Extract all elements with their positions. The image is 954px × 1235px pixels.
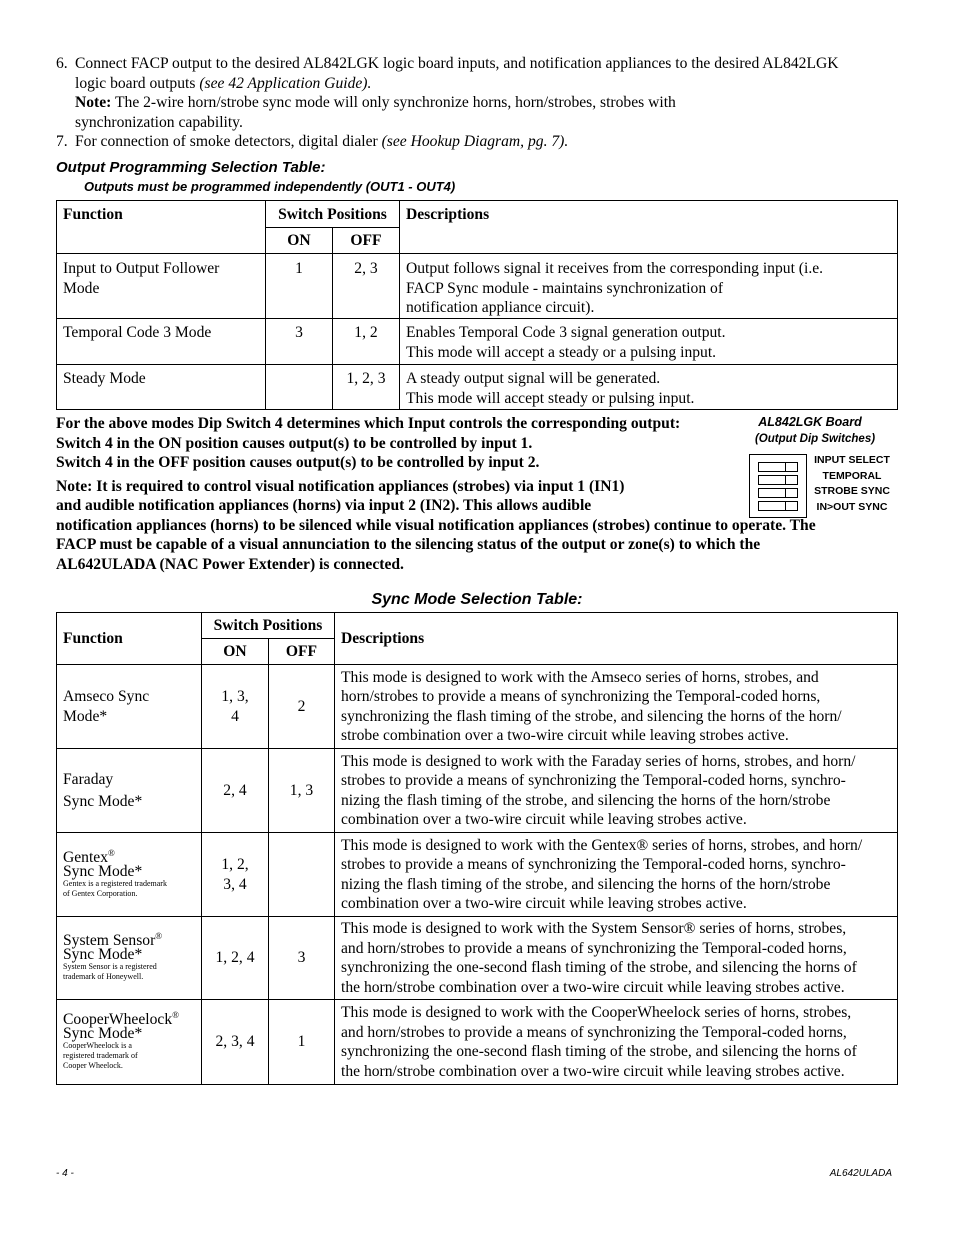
function-cell: Faraday Sync Mode*	[57, 749, 202, 833]
on-cell: 1, 2, 4	[202, 917, 269, 1000]
registered-mark: ®	[155, 930, 163, 941]
table-row	[57, 319, 898, 365]
registered-mark: ®	[172, 1009, 179, 1020]
off-cell: 2	[269, 665, 335, 749]
header-descriptions: Descriptions	[400, 201, 898, 254]
dip-switch	[758, 475, 798, 485]
on-cell: 2, 3, 4	[202, 1000, 269, 1085]
header-switch-positions: Switch Positions	[266, 201, 400, 228]
table-row	[57, 1000, 898, 1085]
step-text: logic board outputs	[75, 74, 200, 92]
header-switch-positions: Switch Positions	[202, 613, 335, 639]
dip-switch	[758, 501, 798, 511]
step-text: Connect FACP output to the desired AL842LGK logic board inputs, and notification appliances to the desired AL842LGK	[75, 55, 839, 72]
step-7	[56, 132, 916, 152]
on-cell: 1, 2, 3, 4	[202, 833, 269, 917]
header-function: Function	[57, 201, 266, 254]
note-label: Note:	[75, 94, 112, 111]
function-cell: Amseco Sync Mode*	[57, 665, 202, 749]
table-row	[57, 665, 898, 749]
on-cell: 2, 4	[202, 749, 269, 833]
header-function: Function	[57, 613, 202, 665]
dip-switch-note: For the above modes Dip Switch 4 determines which Input controls the corresponding output: Switch 4 in the ON position causes output(s) to be controlled by input 1. Switch 4 in the OFF position causes output(s) to be controlled by input 2. Note: It is required to control visual notification appliances (strobes) via input 1 (IN1) and audible notification appliances (horns) via input 2 (IN2). This allows audible notification appliances (horns) to be silenced while visual notification appliances (strobes) continue to operate. The FACP must be capable of a visual annunciation to the silencing status of the output or zone(s) to which the AL642ULADA (NAC Power Extender) is connected.	[56, 415, 816, 573]
function-cell: System Sensor® Sync Mode* System Sensor is a registered trademark of Honeywell.	[57, 917, 202, 1000]
page-number: - 4 -	[56, 1168, 74, 1179]
function-cell: Temporal Code 3 Mode	[57, 319, 266, 365]
function-cell: Gentex® Sync Mode* Gentex is a registered trademark of Gentex Corporation.	[57, 833, 202, 917]
function-cell: Input to Output Follower Mode	[57, 254, 266, 319]
step-number: 7.	[56, 133, 68, 150]
dip-switch-labels: INPUT SELECT TEMPORAL STROBE SYNC IN>OUT SYNC	[814, 454, 890, 513]
output-programming-table	[56, 200, 898, 410]
on-cell	[266, 365, 333, 410]
note-text: The 2-wire horn/strobe sync mode will only synchronize horns, horn/strobes, strobes with	[111, 94, 676, 111]
output-table-subtitle: Outputs must be programmed independently (OUT1 - OUT4)	[84, 179, 456, 194]
off-cell: 1	[269, 1000, 335, 1085]
header-descriptions: Descriptions	[335, 613, 898, 665]
off-cell: 1, 2, 3	[333, 365, 400, 410]
off-cell: 1, 3	[269, 749, 335, 833]
dip-switch-block	[749, 454, 807, 518]
table-row	[57, 749, 898, 833]
description-cell: This mode is designed to work with the Amseco series of horns, strobes, and horn/strobes to provide a means of synchronizing the Temporal-coded horns, synchronizing the flash timing of the strobe, and silencing the horns of the horn/ strobe combination over a two-wire circuit while leaving strobes active.	[335, 665, 898, 749]
description-cell: Enables Temporal Code 3 signal generation output. This mode will accept a steady or a pulsing input.	[400, 319, 898, 365]
dip-switch	[758, 488, 798, 498]
step-reference: (see 42 Application Guide).	[199, 74, 372, 92]
board-title: AL842LGK Board	[758, 415, 862, 429]
step-text: For connection of smoke detectors, digital dialer	[75, 133, 382, 150]
output-table-title: Output Programming Selection Table:	[56, 159, 326, 176]
table-row	[57, 917, 898, 1000]
step-reference: (see Hookup Diagram, pg. 7).	[381, 133, 569, 150]
on-cell: 1	[266, 254, 333, 319]
on-cell: 1, 3, 4	[202, 665, 269, 749]
table-row	[57, 365, 898, 410]
off-cell	[269, 833, 335, 917]
step-6	[56, 54, 916, 132]
header-on: ON	[202, 639, 269, 665]
off-cell: 1, 2	[333, 319, 400, 365]
off-cell: 2, 3	[333, 254, 400, 319]
description-cell: This mode is designed to work with the CooperWheelock series of horns, strobes, and horn/strobes to provide a means of synchronizing the Temporal-coded horns, synchronizing the one-second flash timing of the strobe, and silencing the horns of the horn/strobe combination over a two-wire circuit while leaving strobes active.	[335, 1000, 898, 1085]
document-id: AL642ULADA	[829, 1168, 892, 1179]
header-off: OFF	[333, 228, 400, 254]
description-cell: This mode is designed to work with the System Sensor® series of horns, strobes, and horn/strobes to provide a means of synchronizing the Temporal-coded horns, synchronizing the one-second flash timing of the strobe, and silencing the horns of the horn/strobe combination over a two-wire circuit while leaving strobes active.	[335, 917, 898, 1000]
function-cell: Steady Mode	[57, 365, 266, 410]
off-cell: 3	[269, 917, 335, 1000]
note-text: synchronization capability.	[75, 113, 243, 131]
function-cell: CooperWheelock® Sync Mode* CooperWheelock is a registered trademark of Cooper Wheelock.	[57, 1000, 202, 1085]
table-row	[57, 254, 898, 319]
dip-switch	[758, 462, 798, 472]
registered-mark: ®	[108, 847, 115, 858]
step-number: 6.	[56, 55, 68, 72]
on-cell: 3	[266, 319, 333, 365]
description-cell: Output follows signal it receives from the corresponding input (i.e. FACP Sync module - maintains synchronization of notification appliance circuit).	[400, 254, 898, 319]
sync-mode-table	[56, 612, 898, 1085]
header-on: ON	[266, 228, 333, 254]
description-cell: A steady output signal will be generated. This mode will accept steady or pulsing input.	[400, 365, 898, 410]
header-off: OFF	[269, 639, 335, 665]
table-row	[57, 833, 898, 917]
dip-switch-diagram	[745, 414, 905, 516]
description-cell: This mode is designed to work with the Faraday series of horns, strobes, and horn/ strobes to provide a means of synchronizing the Temporal-coded horns, synchro- nizing the flash timing of the strobe, and silencing the horns of the horn/strobe combination over a two-wire circuit while leaving strobes active.	[335, 749, 898, 833]
board-subtitle: (Output Dip Switches)	[754, 433, 876, 445]
description-cell: This mode is designed to work with the Gentex® series of horns, strobes, and horn/ strobes to provide a means of synchronizing the Temporal-coded horns, synchro- nizing the flash timing of the strobe, and silencing the horns of the horn/strobe combination over a two-wire circuit while leaving strobes active.	[335, 833, 898, 917]
sync-table-title: Sync Mode Selection Table:	[371, 591, 583, 608]
